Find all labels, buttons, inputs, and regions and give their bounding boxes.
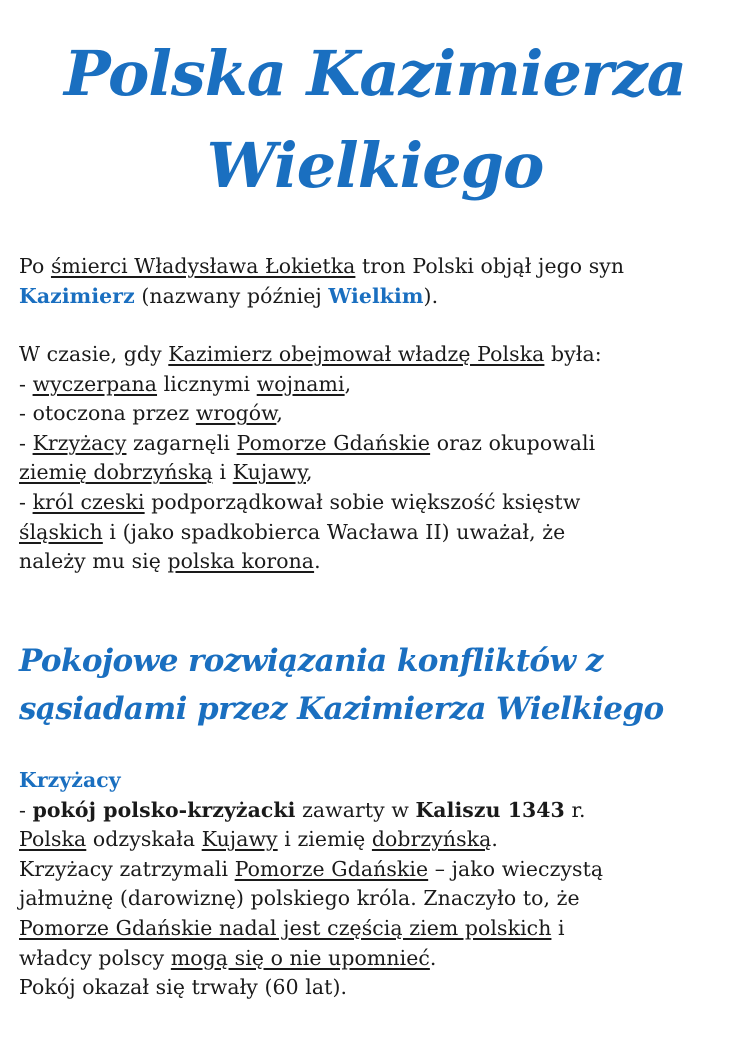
text-run: - — [19, 371, 33, 396]
subheading-krzyzacy: Krzyżacy — [19, 768, 121, 792]
section-line-4: jałmużnę (darowiznę) polskiego króla. Znaczyło to, że — [19, 886, 580, 911]
intro-paragraph — [19, 252, 731, 311]
text-run: oraz okupowali — [430, 430, 596, 455]
text-run: . — [491, 827, 499, 852]
situation-line-4 — [19, 429, 731, 459]
text-run: ). — [423, 283, 439, 308]
text-run: i ziemię — [277, 827, 372, 852]
text-run: Krzyżacy zatrzymali — [19, 856, 235, 881]
intro-line-1 — [19, 252, 731, 282]
text-run: - — [19, 430, 33, 455]
text-run: W czasie, gdy — [19, 342, 169, 366]
situation-line-2 — [19, 370, 731, 400]
text-run: , — [276, 401, 283, 426]
text-run: licznymi — [157, 371, 257, 396]
underlined-phrase: król czeski — [32, 489, 145, 514]
section-line-2 — [19, 825, 731, 855]
underlined-phrase: Pomorze Gdańskie — [234, 856, 429, 881]
underlined-phrase: Krzyżacy — [32, 430, 127, 455]
underlined-phrase: śląskich — [19, 519, 103, 544]
text-run: , — [344, 371, 352, 396]
intro-line-2 — [19, 282, 731, 312]
section-line-3 — [19, 855, 731, 885]
underlined-phrase: Polska — [19, 827, 87, 852]
situation-line-1 — [19, 340, 731, 370]
text-run: , — [306, 460, 313, 485]
bold-phrase: Kaliszu 1343 — [415, 797, 565, 822]
underlined-phrase: ziemię dobrzyńską — [19, 460, 213, 485]
underlined-phrase: Pomorze Gdańskie — [236, 430, 431, 455]
situation-paragraph — [19, 340, 731, 577]
section-line-6 — [19, 944, 731, 974]
underlined-phrase: dobrzyńską — [371, 827, 492, 852]
title-line-1: Polska Kazimierza — [64, 37, 686, 110]
situation-line-6 — [19, 488, 731, 518]
section-heading-line-1: Pokojowe rozwiązania konfliktów z — [19, 643, 603, 679]
text-run: . — [429, 945, 437, 970]
section-line-7: Pokój okazał się trwały (60 lat). — [19, 975, 348, 1000]
text-run: r. — [564, 797, 586, 822]
underlined-phrase: Kazimierz obejmował władzę Polska — [168, 342, 545, 366]
underlined-phrase: mogą się o nie upomnieć — [170, 945, 430, 970]
underlined-phrase: śmierci Władysława Łokietka — [50, 254, 356, 278]
underlined-phrase: Pomorze Gdańskie nadal jest częścią ziem polskich — [19, 915, 552, 940]
situation-line-8 — [19, 547, 731, 577]
highlighted-name: Wielkim — [328, 283, 424, 308]
text-run: i — [212, 460, 233, 485]
text-run: była: — [544, 342, 602, 366]
text-run: należy mu się — [19, 549, 168, 574]
text-run: - otoczona przez — [19, 401, 196, 426]
situation-line-3 — [19, 399, 731, 429]
text-run: odzyskała — [86, 827, 202, 852]
underlined-phrase: wyczerpana — [32, 371, 158, 396]
section-line-5 — [19, 914, 731, 944]
text-run: i — [551, 915, 565, 940]
text-run: - — [19, 489, 33, 514]
title-line-2: Wielkiego — [206, 129, 544, 202]
text-run: - — [19, 797, 33, 822]
section-heading-line-2: sąsiadami przez Kazimierza Wielkiego — [19, 691, 664, 727]
text-run: zagarnęli — [126, 430, 237, 455]
underlined-phrase: Kujawy — [232, 460, 306, 485]
text-run: władcy polscy — [19, 945, 171, 970]
text-run: i (jako spadkobierca Wacława II) uważał, że — [102, 519, 566, 544]
underlined-phrase: wojnami — [256, 371, 345, 396]
underlined-phrase: wrogów — [195, 401, 277, 426]
page-title — [0, 28, 750, 212]
situation-line-5 — [19, 458, 731, 488]
situation-line-7 — [19, 518, 731, 548]
text-run: podporządkował sobie większość księstw — [144, 489, 581, 514]
krzyzacy-section — [19, 766, 731, 1003]
section-line-1 — [19, 796, 731, 826]
text-run: – jako wieczystą — [428, 856, 604, 881]
underlined-phrase: polska korona — [167, 549, 315, 574]
bold-phrase: pokój polsko-krzyżacki — [32, 797, 296, 822]
text-run: (nazwany później — [134, 283, 329, 308]
text-run: Po — [19, 254, 51, 278]
text-run: zawarty w — [295, 797, 416, 822]
text-run: . — [314, 549, 321, 574]
highlighted-name: Kazimierz — [19, 283, 135, 308]
underlined-phrase: Kujawy — [201, 827, 278, 852]
section-heading — [19, 637, 731, 733]
text-run: tron Polski objął jego syn — [355, 254, 625, 278]
